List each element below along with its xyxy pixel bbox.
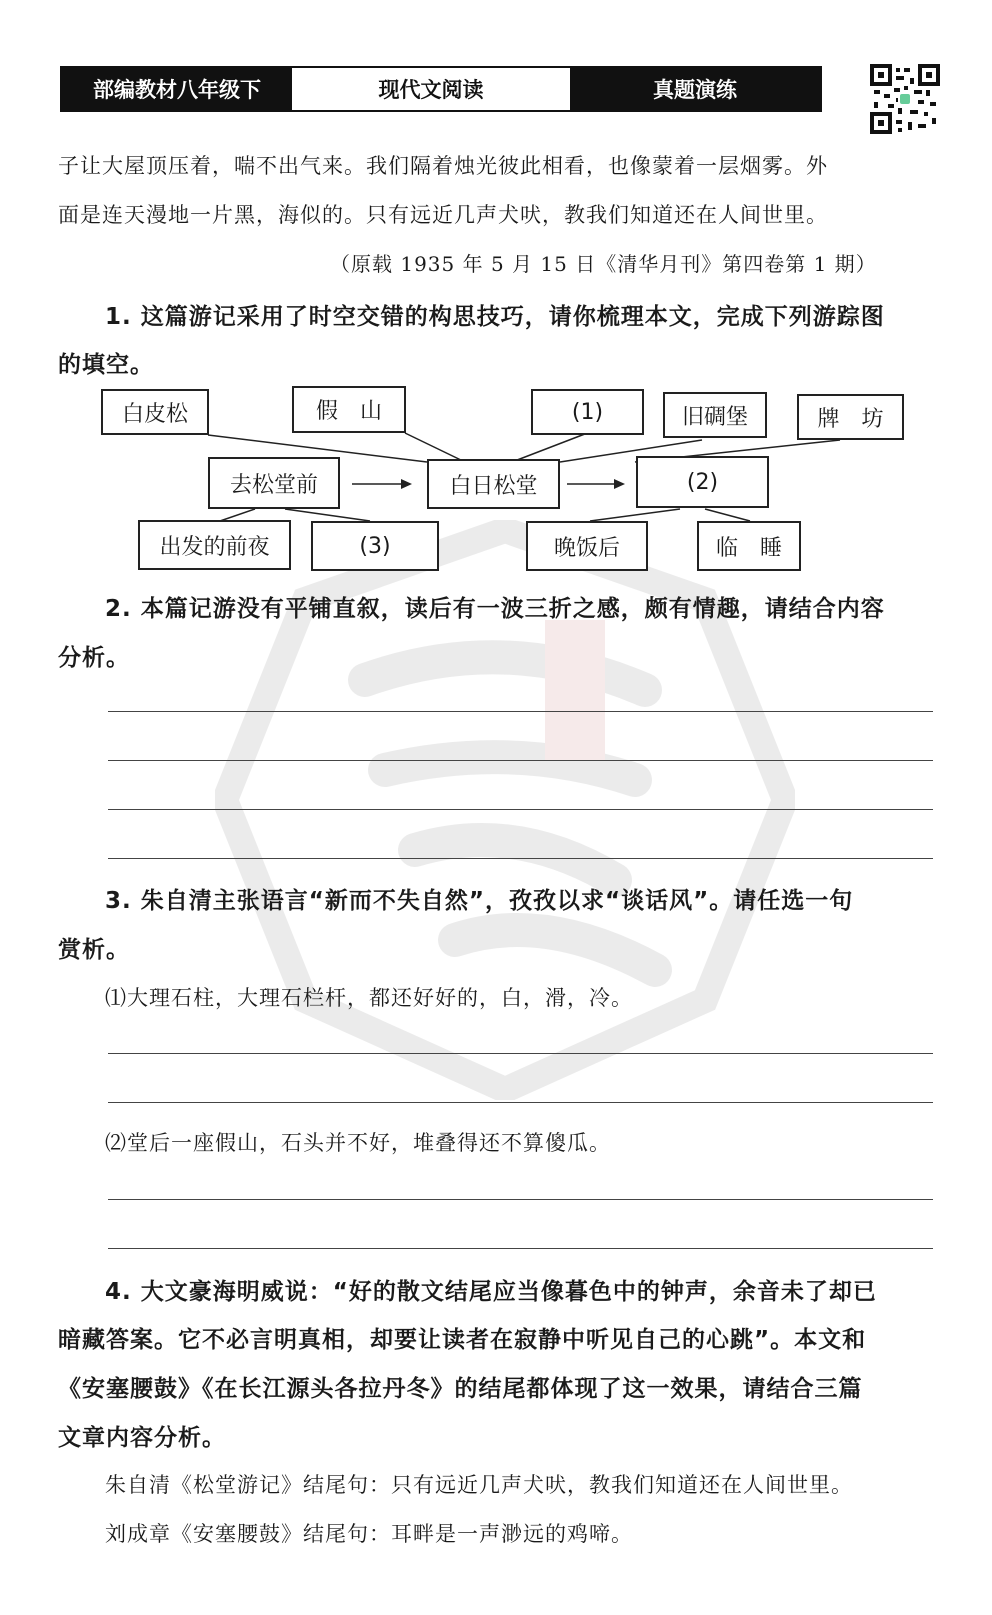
question-3-text: 3. 朱自清主张语言“新而不失自然”，孜孜以求“谈话风”。请任选一句: [105, 888, 854, 914]
passage-source: （原载 1935 年 5 月 15 日《清华月刊》第四卷第 1 期）: [330, 252, 877, 276]
header-grade-label: 部编教材八年级下: [62, 68, 292, 110]
question-4-text-cont-1: 暗藏答案。它不必言明真相，却要让读者在寂静中听见自己的心跳”。本文和: [58, 1327, 867, 1353]
answer-line-q2-4[interactable]: [108, 858, 933, 859]
answer-line-q3-4[interactable]: [108, 1248, 933, 1249]
header-practice-label: 真题演练: [570, 68, 820, 110]
answer-line-q2-1[interactable]: [108, 711, 933, 712]
question-4-quote-1: 朱自清《松堂游记》结尾句：只有远近几声犬吠，教我们知道还在人间世里。: [105, 1473, 853, 1497]
box-bairisongtang: 白日松堂: [427, 459, 560, 509]
blank-1-box[interactable]: (1): [531, 389, 644, 435]
qr-code-icon: [870, 64, 940, 134]
box-chufaqianye: 出发的前夜: [138, 520, 291, 570]
answer-line-q2-3[interactable]: [108, 809, 933, 810]
box-jiashan: 假 山: [292, 386, 406, 433]
header-bar: [60, 66, 822, 112]
question-4-quote-2: 刘成章《安塞腰鼓》结尾句：耳畔是一声渺远的鸡啼。: [105, 1522, 633, 1546]
blank-3-box[interactable]: (3): [311, 521, 439, 571]
answer-line-q3-2[interactable]: [108, 1102, 933, 1103]
question-4-text-cont-3: 文章内容分析。: [58, 1425, 226, 1451]
answer-line-q2-2[interactable]: [108, 760, 933, 761]
question-3-sentence-2: ⑵堂后一座假山，石头并不好，堆叠得还不算傻瓜。: [105, 1131, 611, 1155]
header-section-label: 现代文阅读: [292, 68, 570, 110]
passage-line-1: 子让大屋顶压着，喘不出气来。我们隔着烛光彼此相看，也像蒙着一层烟雾。外: [58, 154, 828, 178]
question-1-text: 1. 这篇游记采用了时空交错的构思技巧，请你梳理本文，完成下列游踪图: [105, 304, 885, 330]
box-jiudiaobao: 旧碉堡: [663, 392, 767, 438]
question-4-text-cont-2: 《安塞腰鼓》《在长江源头各拉丹冬》的结尾都体现了这一效果，请结合三篇: [58, 1376, 863, 1402]
answer-line-q3-3[interactable]: [108, 1199, 933, 1200]
box-linshui: 临 睡: [697, 521, 801, 571]
box-wanfanhou: 晚饭后: [526, 521, 648, 571]
box-paifang: 牌 坊: [797, 394, 904, 440]
box-baipisong: 白皮松: [101, 389, 209, 435]
question-3-sentence-1: ⑴大理石柱，大理石栏杆，都还好好的，白，滑，冷。: [105, 986, 633, 1010]
question-1-text-cont: 的填空。: [58, 352, 154, 378]
question-4-text: 4. 大文豪海明威说：“好的散文结尾应当像暮色中的钟声，余音未了却已: [105, 1279, 877, 1305]
question-2-text: 2. 本篇记游没有平铺直叙，读后有一波三折之感，颇有情趣，请结合内容: [105, 596, 885, 622]
answer-line-q3-1[interactable]: [108, 1053, 933, 1054]
passage-line-2: 面是连天漫地一片黑，海似的。只有远近几声犬吠，教我们知道还在人间世里。: [58, 203, 828, 227]
blank-2-box[interactable]: (2): [636, 456, 769, 508]
question-2-text-cont: 分析。: [58, 645, 130, 671]
question-3-text-cont: 赏析。: [58, 937, 130, 963]
box-qusongtangqian: 去松堂前: [208, 457, 340, 509]
